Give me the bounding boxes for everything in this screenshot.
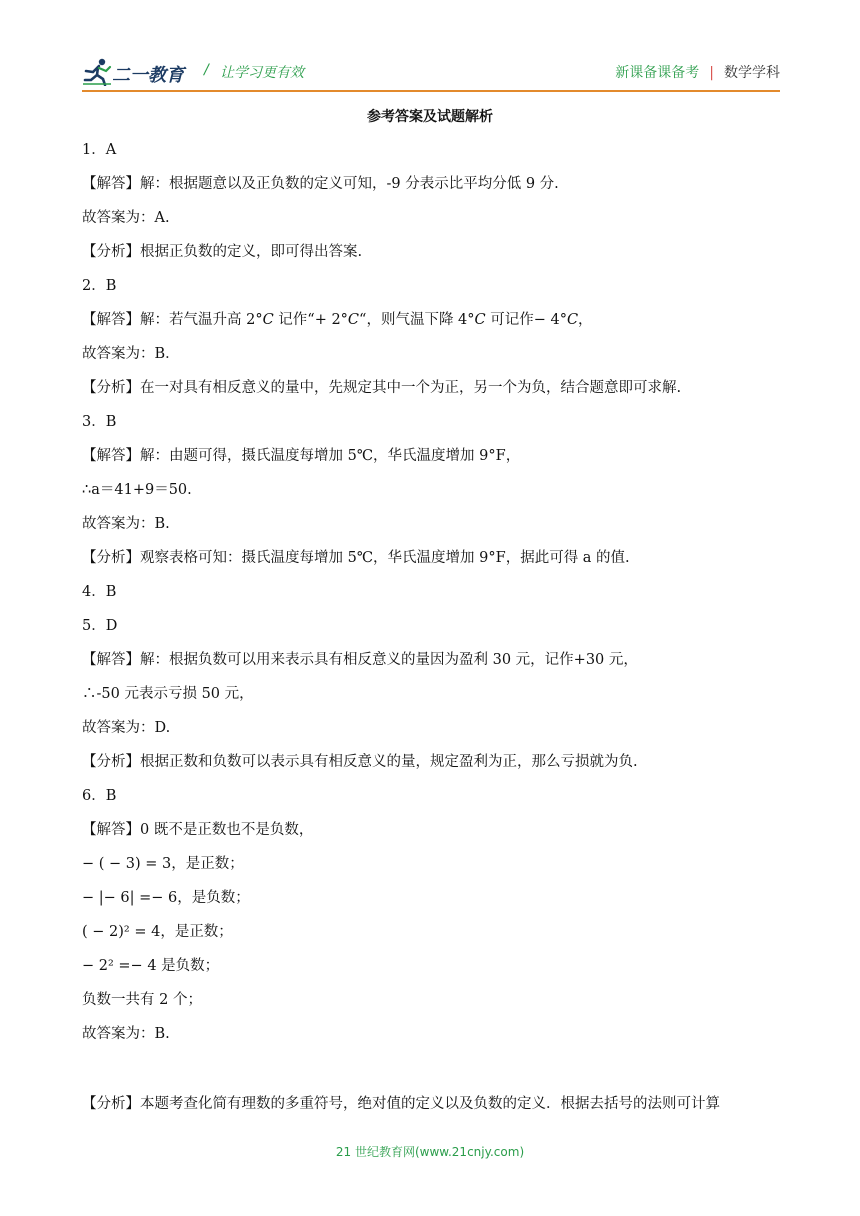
answer-line: 【解答】解：根据负数可以用来表示具有相反意义的量因为盈利 30 元，记作+30 元， — [82, 652, 638, 668]
tag-separator: | — [709, 65, 714, 81]
answer-line: 故答案为：B. — [82, 1026, 170, 1042]
answer-line: 2．B — [82, 278, 117, 294]
answer-body — [82, 133, 782, 1121]
tag-subject: 数学学科 — [724, 65, 780, 81]
logo-text: 二一教育 — [112, 65, 184, 86]
answer-line: 6．B — [82, 788, 117, 804]
answer-line: 【分析】本题考查化简有理数的多重符号，绝对值的定义以及负数的定义．根据去括号的法则可计算 — [82, 1096, 720, 1112]
answer-line: 【解答】0 既不是正数也不是负数， — [82, 822, 314, 838]
answer-line: ∴-50 元表示亏损 50 元， — [82, 686, 254, 702]
page-footer: 21 世纪教育网(www.21cnjy.com) — [335, 1145, 525, 1159]
answer-line: 故答案为：B． — [82, 346, 180, 362]
answer-line: 【分析】在一对具有相反意义的量中，先规定其中一个为正，另一个为负，结合题意即可求解. — [82, 380, 682, 396]
answer-line: 【分析】根据正负数的定义，即可得出答案. — [82, 244, 363, 260]
page-header — [82, 52, 780, 92]
answer-line: 1．A — [82, 142, 117, 158]
answer-line: 【分析】根据正数和负数可以表示具有相反意义的量，规定盈利为正，那么亏损就为负. — [82, 754, 638, 770]
math-line: − 2² =− 4 是负数； — [82, 958, 220, 974]
slogan-separator: / — [204, 62, 209, 78]
answer-line: 4．B — [82, 584, 117, 600]
header-divider — [82, 90, 780, 92]
tag-course-prep: 新课备课备考 — [615, 65, 700, 81]
logo — [82, 58, 190, 86]
answer-line: 【分析】观察表格可知：摄氏温度每增加 5℃，华氏温度增加 9°F，据此可得 a 的值. — [82, 550, 630, 566]
runner-logo-icon — [82, 58, 112, 86]
slogan: 让学习更有效 — [220, 65, 304, 81]
answer-line: ∴a＝41+9＝50. — [82, 482, 192, 498]
math-line: − |− 6| =− 6，是负数； — [82, 890, 250, 906]
answer-line: 故答案为：D. — [82, 720, 171, 736]
answer-line: 【解答】解：由题可得，摄氏温度每增加 5℃，华氏温度增加 9°F， — [82, 448, 521, 464]
answer-line: 3．B — [82, 414, 117, 430]
math-line: ( − 2)² = 4，是正数； — [82, 924, 233, 940]
answer-line: 故答案为：A. — [82, 210, 170, 226]
math-line: − ( − 3) = 3，是正数； — [82, 856, 244, 872]
answer-line: 【解答】解：根据题意以及正负数的定义可知，-9 分表示比平均分低 9 分. — [82, 176, 559, 192]
answer-line: 【解答】解：若气温升高 2°𝐶 记作“+ 2°𝐶“，则气温下降 4°𝐶 可记作− 4°𝐶， — [82, 312, 593, 328]
subject-tags — [615, 62, 780, 82]
answer-line: 负数一共有 2 个； — [82, 992, 202, 1008]
answer-line: 故答案为：B. — [82, 516, 170, 532]
answer-line: 5．D — [82, 618, 118, 634]
page-title: 参考答案及试题解析 — [367, 109, 493, 125]
